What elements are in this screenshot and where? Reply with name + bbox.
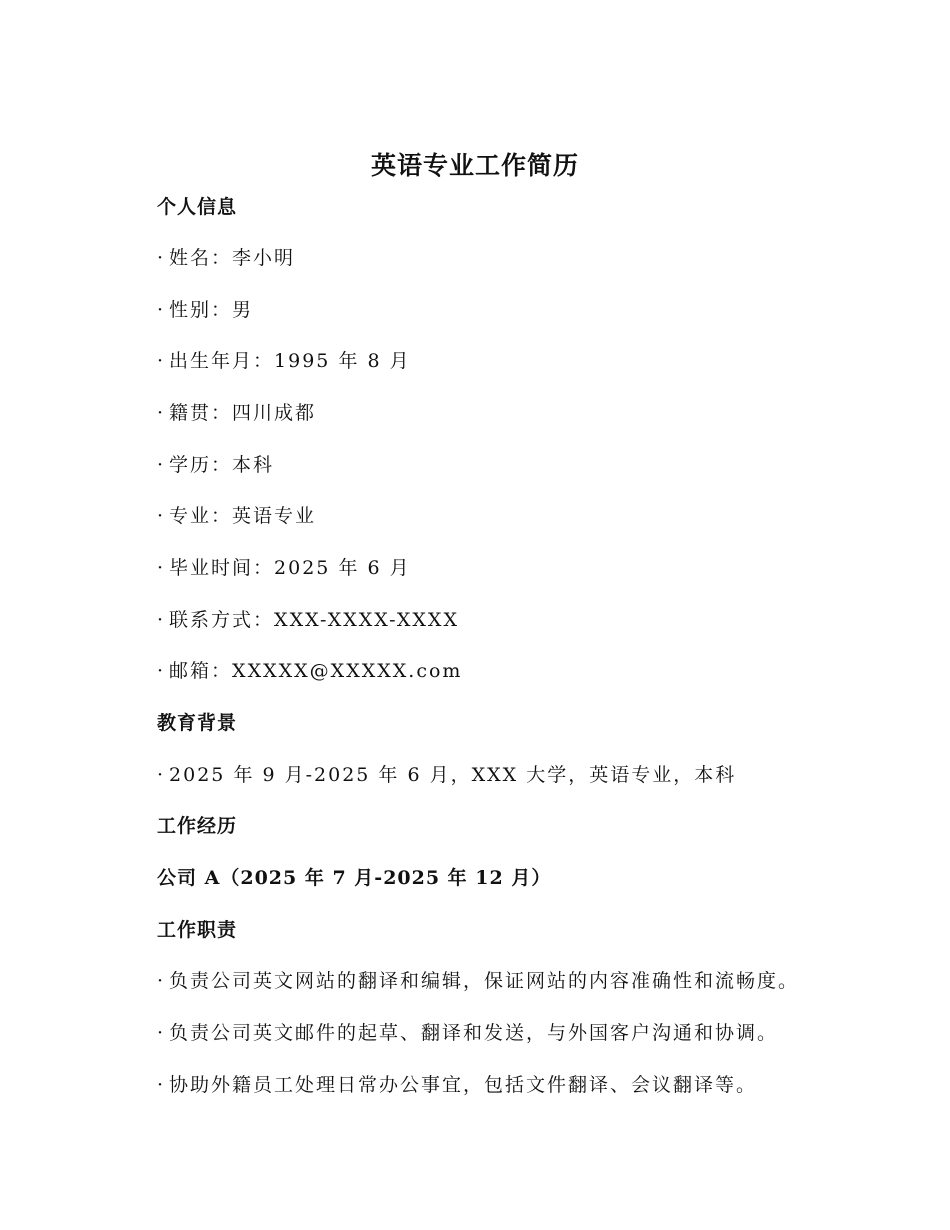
section-heading-personal: 个人信息 [157,196,238,218]
list-item [157,607,459,633]
bullet-icon: · [157,660,166,682]
personal-birth: 出生年月：1995 年 8 月 [169,350,411,372]
personal-name: 姓名：李小明 [169,247,296,269]
bullet-icon: · [157,609,166,631]
list-item [157,658,462,684]
duty-item: 协助外籍员工处理日常办公事宜，包括文件翻译、会议翻译等。 [169,1074,758,1096]
bullet-icon: · [157,454,166,476]
company-heading: 公司 A（2025 年 7 月-2025 年 12 月） [157,867,552,889]
personal-degree: 学历：本科 [169,454,275,476]
bullet-icon: · [157,557,166,579]
bullet-icon: · [157,764,166,786]
duties-heading: 工作职责 [157,919,238,941]
list-item [157,1072,757,1098]
personal-gender: 性别：男 [169,299,254,321]
page-title: 英语专业工作简历 [370,151,579,180]
list-item [157,555,411,581]
list-item [157,503,316,529]
education-entry: 2025 年 9 月-2025 年 6 月，XXX 大学，英语专业，本科 [169,764,737,786]
list-item [157,968,799,994]
list-item [157,762,736,788]
bullet-icon: · [157,350,166,372]
list-item [157,452,274,478]
bullet-icon: · [157,247,166,269]
list-item [157,1020,778,1046]
duty-item: 负责公司英文网站的翻译和编辑，保证网站的内容准确性和流畅度。 [169,970,800,992]
section-heading-work: 工作经历 [157,815,238,837]
list-item [157,348,411,374]
list-item [157,400,316,426]
list-item [157,245,295,271]
list-item [157,297,253,323]
personal-major: 专业：英语专业 [169,505,317,527]
bullet-icon: · [157,1022,166,1044]
bullet-icon: · [157,402,166,424]
personal-email: 邮箱：XXXXX@XXXXX.com [169,660,463,682]
personal-phone: 联系方式：XXX-XXXX-XXXX [169,609,459,631]
bullet-icon: · [157,299,166,321]
section-heading-education: 教育背景 [157,712,238,734]
bullet-icon: · [157,505,166,527]
duty-item: 负责公司英文邮件的起草、翻译和发送，与外国客户沟通和协调。 [169,1022,779,1044]
personal-hometown: 籍贯：四川成都 [169,402,317,424]
bullet-icon: · [157,1074,166,1096]
bullet-icon: · [157,970,166,992]
personal-graduation: 毕业时间：2025 年 6 月 [169,557,411,579]
